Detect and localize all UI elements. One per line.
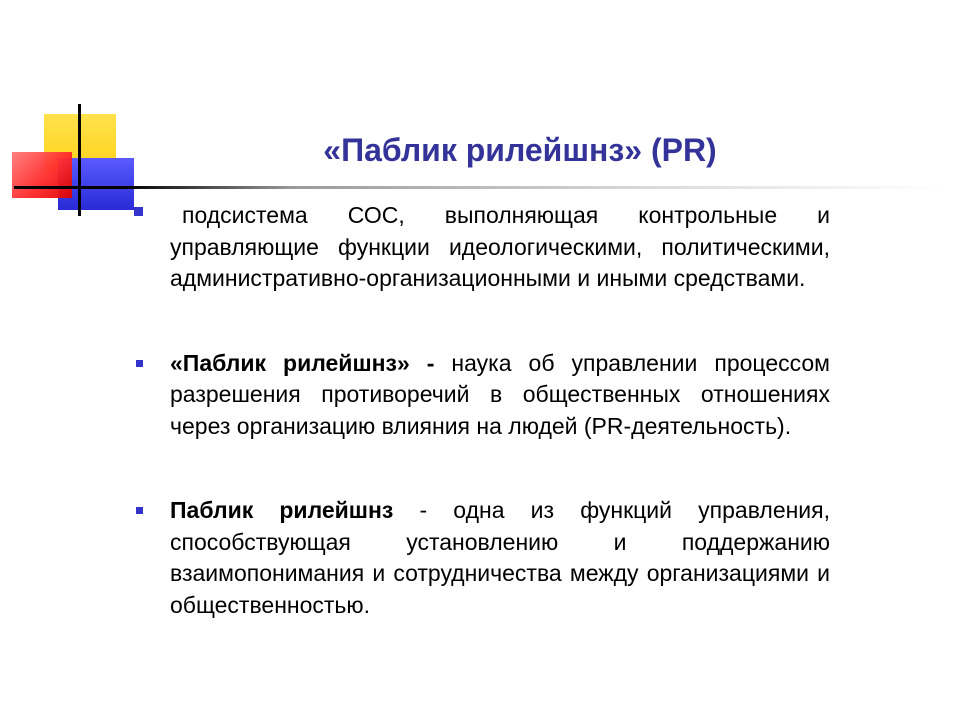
bullet-list bbox=[130, 200, 830, 621]
bullet-3-text: - одна из функций управления, способствующая установлению и поддержанию взаимопонимания и сотрудничества между организациями и общественностью. bbox=[170, 497, 831, 618]
bullet-2-bold: «Паблик рилейшнз» - bbox=[170, 349, 435, 376]
bullet-3-bold: Паблик рилейшнз bbox=[170, 497, 394, 523]
bullet-2-text: наука об управлении процессом разрешения противоречий в общественных отношениях через организацию влияния на людей (PR-деятельность). bbox=[170, 349, 830, 439]
bullet-item-2 bbox=[130, 348, 830, 443]
square-bullet-icon bbox=[136, 360, 143, 367]
logo-red-square bbox=[12, 152, 72, 198]
square-bullet-icon bbox=[134, 207, 143, 216]
bullet-item-3 bbox=[130, 495, 830, 621]
bullet-item-1 bbox=[130, 200, 830, 295]
title-underline bbox=[14, 186, 942, 189]
slide-title: «Паблик рилейшнз» (PR) bbox=[323, 132, 717, 168]
logo-vertical-line bbox=[78, 104, 81, 216]
bullet-1-text: подсистема СОС, выполняющая контрольные и управляющие функции идеологическими, политическими, административно-организационными и иными средствами. bbox=[170, 202, 830, 291]
square-bullet-icon bbox=[136, 507, 143, 514]
